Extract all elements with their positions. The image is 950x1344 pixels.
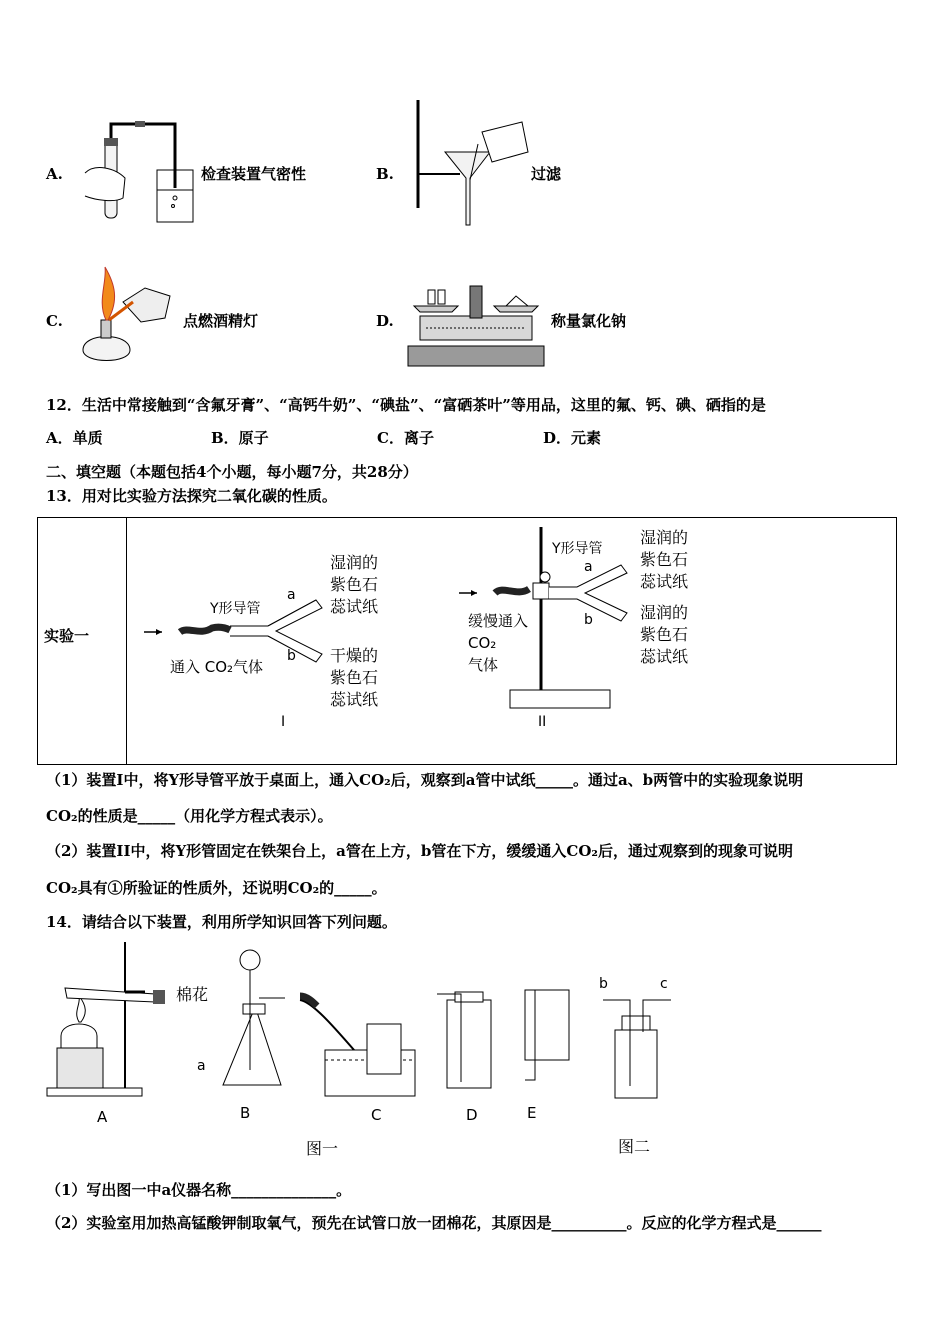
apparatus-d-label: D <box>466 1106 478 1124</box>
question-12-stem: 12．生活中常接触到“含氟牙膏”、“高钙牛奶”、“碘盐”、“富硒茶叶”等用品，这里的氟、钙、碘、硒指的是 <box>46 396 766 414</box>
apparatus-a-label: A <box>97 1108 108 1126</box>
wet-litmus-label-ii-top: 湿润的 紫色石 蕊试纸 <box>640 528 689 591</box>
wet-litmus-label-ii-bottom: 湿润的 紫色石 蕊试纸 <box>640 603 689 666</box>
apparatus-e-label: E <box>527 1104 537 1122</box>
tube-a-label-ii: a <box>584 559 593 575</box>
y-tube-label-ii: Y形导管 <box>552 541 603 557</box>
option-c-caption: 点燃酒精灯 <box>183 312 259 330</box>
airtightness-check-illustration <box>75 118 195 228</box>
option-d-caption: 称量氯化钠 <box>551 312 627 330</box>
apparatus-b-label: B <box>240 1104 251 1122</box>
q14-part2: （2）实验室用加热高锰酸钾制取氧气，预先在试管口放一团棉花，其原因是__________。反应的化学方程式是______ <box>46 1214 822 1232</box>
option-a-caption: 检查装置气密性 <box>201 165 307 183</box>
option-d-letter: D. <box>376 312 394 330</box>
dry-litmus-label-i: 干燥的 紫色石 蕊试纸 <box>330 646 379 709</box>
q13-part2-line1: （2）装置II中，将Y形管固定在铁架台上，a管在上方，b管在下方，缓缓通入CO₂后，通过观察到的现象可说明 <box>46 842 793 860</box>
apparatus-c-label: C <box>371 1106 382 1124</box>
lighting-alcohol-lamp-illustration <box>75 262 175 374</box>
figure-two-caption: 图二 <box>618 1137 651 1156</box>
choice-d: D．元素 <box>543 429 602 447</box>
figure-one-caption: 图一 <box>306 1139 339 1158</box>
choice-c: C．离子 <box>377 429 434 447</box>
gas-inlet-label-i: 通入 CO₂气体 <box>170 658 264 676</box>
wet-litmus-label-i: 湿润的 紫色石 蕊试纸 <box>330 553 379 616</box>
option-a-letter: A. <box>46 165 63 183</box>
choice-b: B．原子 <box>211 429 269 447</box>
option-b-caption: 过滤 <box>531 165 562 183</box>
gas-apparatus-figure <box>45 940 685 1110</box>
tube-b-label-i: b <box>287 648 296 664</box>
y-tube-label-i: Y形导管 <box>210 601 261 617</box>
port-c-label: c <box>660 976 668 992</box>
experiment-row-label: 实验一 <box>44 627 90 645</box>
table-divider <box>126 518 127 764</box>
choice-a: A．单质 <box>46 429 103 447</box>
question-14-stem: 14．请结合以下装置，利用所学知识回答下列问题。 <box>46 913 397 931</box>
balance-weighing-illustration <box>406 276 546 370</box>
tube-a-label-i: a <box>287 587 296 603</box>
option-c-letter: C. <box>46 312 63 330</box>
figure-number-i: I <box>281 714 286 730</box>
tube-b-label-ii: b <box>584 612 593 628</box>
q13-part1-line1: （1）装置I中，将Y形导管平放于桌面上，通入CO₂后，观察到a管中试纸_____。通过a、b两管中的实验现象说明 <box>46 771 804 789</box>
gas-inlet-label-ii: 缓慢通入 CO₂ 气体 <box>468 612 529 674</box>
port-b-label: b <box>599 976 608 992</box>
instrument-a-label: a <box>197 1058 206 1074</box>
q13-part1-line2: CO₂的性质是_____（用化学方程式表示）。 <box>46 807 333 825</box>
figure-number-ii: II <box>538 714 547 730</box>
q14-part1: （1）写出图一中a仪器名称______________。 <box>46 1181 352 1199</box>
option-b-letter: B. <box>376 165 394 183</box>
cotton-label: 棉花 <box>176 985 209 1004</box>
q13-part2-line2: CO₂具有①所验证的性质外，还说明CO₂的_____。 <box>46 879 387 897</box>
filtration-illustration <box>400 100 530 228</box>
question-13-stem: 13．用对比实验方法探究二氧化碳的性质。 <box>46 487 337 505</box>
section-heading: 二、填空题（本题包括4个小题，每小题7分，共28分） <box>46 463 418 481</box>
